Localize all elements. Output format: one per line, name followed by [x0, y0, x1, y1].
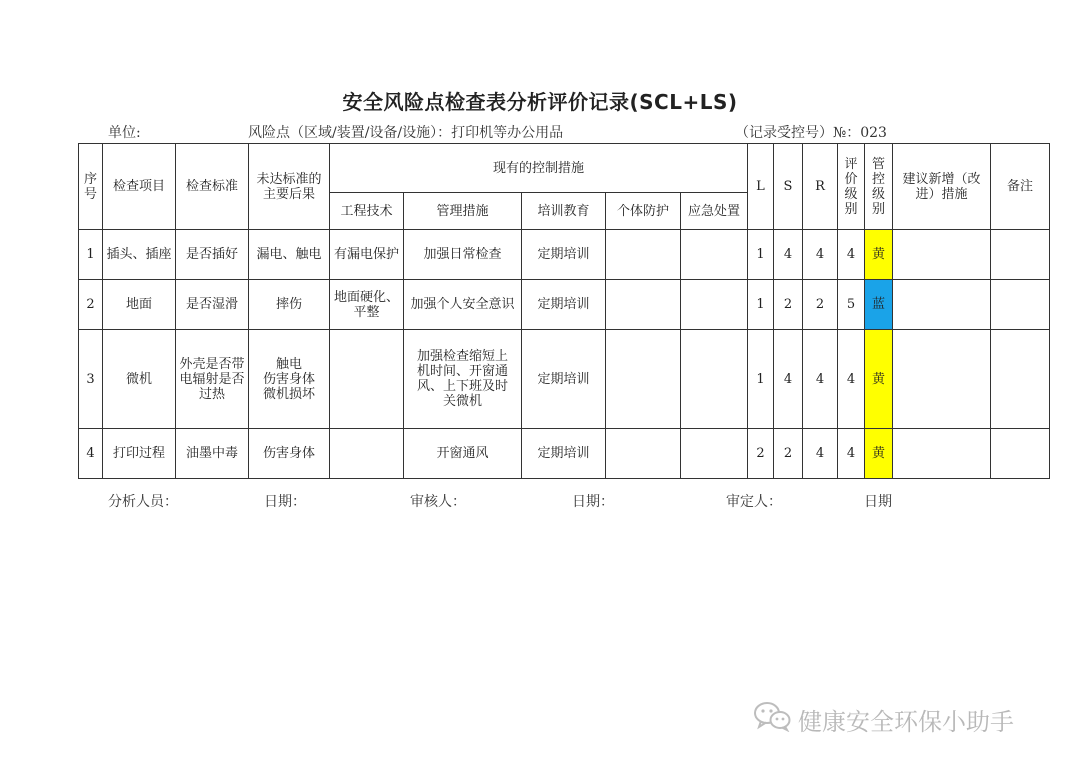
cell-consequence: 伤害身体: [249, 429, 330, 479]
cell-l: 1: [748, 230, 774, 280]
cell-control-level: 黄: [865, 230, 893, 280]
cell-l: 2: [748, 429, 774, 479]
cell-ppe: [606, 230, 681, 280]
cell-management: 加强日常检查: [404, 230, 522, 280]
date-label-1: 日期：: [264, 494, 306, 510]
table-row: [79, 230, 1050, 280]
cell-engineering: 地面硬化、平整: [330, 280, 404, 330]
cell-engineering: [330, 429, 404, 479]
header-control-level: 管控级别: [865, 144, 893, 230]
cell-standard: 是否插好: [176, 230, 249, 280]
cell-item: 插头、插座: [103, 230, 176, 280]
cell-seq: 3: [79, 330, 103, 429]
cell-control-level: 蓝: [865, 280, 893, 330]
header-emergency: 应急处置: [681, 193, 748, 230]
cell-remark: [991, 330, 1050, 429]
cell-s: 4: [774, 230, 803, 280]
risk-point-label: 风险点（区域/装置/设备/设施）：打印机等办公用品: [248, 125, 564, 141]
cell-standard: 外壳是否带电辐射是否过热: [176, 330, 249, 429]
header-r: R: [803, 144, 838, 230]
risk-assessment-table: [78, 143, 1050, 479]
cell-emergency: [681, 280, 748, 330]
record-number: （记录受控号）№：023: [735, 125, 887, 141]
cell-control-level: 黄: [865, 429, 893, 479]
header-row-1: [79, 144, 1050, 193]
header-level: 评价级别: [838, 144, 865, 230]
cell-r: 2: [803, 280, 838, 330]
cell-control-level: 黄: [865, 330, 893, 429]
cell-standard: 油墨中毒: [176, 429, 249, 479]
header-l: L: [748, 144, 774, 230]
table-row: [79, 330, 1050, 429]
unit-label: 单位:: [108, 125, 141, 141]
watermark-text: 健康安全环保小助手: [798, 707, 1014, 736]
cell-l: 1: [748, 330, 774, 429]
cell-engineering: 有漏电保护: [330, 230, 404, 280]
header-remark: 备注: [991, 144, 1050, 230]
cell-seq: 1: [79, 230, 103, 280]
date-label-2: 日期：: [572, 494, 614, 510]
cell-training: 定期培训: [522, 230, 606, 280]
cell-s: 2: [774, 280, 803, 330]
cell-management: 加强个人安全意识: [404, 280, 522, 330]
page-title: 安全风险点检查表分析评价记录(SCL+LS): [342, 90, 738, 114]
cell-r: 4: [803, 429, 838, 479]
cell-suggestion: [893, 280, 991, 330]
header-controls: 现有的控制措施: [330, 144, 748, 193]
table-row: [79, 280, 1050, 330]
analyst-label: 分析人员：: [108, 494, 178, 510]
cell-level: 4: [838, 330, 865, 429]
cell-r: 4: [803, 230, 838, 280]
approver-label: 审定人：: [726, 494, 782, 510]
cell-training: 定期培训: [522, 429, 606, 479]
cell-training: 定期培训: [522, 280, 606, 330]
header-standard: 检查标准: [176, 144, 249, 230]
header-management: 管理措施: [404, 193, 522, 230]
cell-seq: 4: [79, 429, 103, 479]
cell-level: 4: [838, 230, 865, 280]
cell-item: 地面: [103, 280, 176, 330]
cell-emergency: [681, 230, 748, 280]
cell-consequence: 漏电、触电: [249, 230, 330, 280]
cell-seq: 2: [79, 280, 103, 330]
header-ppe: 个体防护: [606, 193, 681, 230]
header-item: 检查项目: [103, 144, 176, 230]
cell-management: 加强检查缩短上机时间、开窗通风、上下班及时关微机: [404, 330, 522, 429]
cell-remark: [991, 280, 1050, 330]
header-consequence: 未达标准的主要后果: [249, 144, 330, 230]
cell-suggestion: [893, 429, 991, 479]
cell-consequence: 摔伤: [249, 280, 330, 330]
cell-l: 1: [748, 280, 774, 330]
watermark: [752, 700, 1014, 738]
cell-suggestion: [893, 230, 991, 280]
cell-management: 开窗通风: [404, 429, 522, 479]
cell-suggestion: [893, 330, 991, 429]
cell-ppe: [606, 429, 681, 479]
header-suggestion: 建议新增（改进）措施: [893, 144, 991, 230]
header-s: S: [774, 144, 803, 230]
table-row: [79, 429, 1050, 479]
cell-r: 4: [803, 330, 838, 429]
cell-training: 定期培训: [522, 330, 606, 429]
cell-s: 4: [774, 330, 803, 429]
cell-item: 微机: [103, 330, 176, 429]
cell-ppe: [606, 330, 681, 429]
reviewer-label: 审核人：: [410, 494, 466, 510]
cell-ppe: [606, 280, 681, 330]
cell-s: 2: [774, 429, 803, 479]
cell-level: 5: [838, 280, 865, 330]
cell-emergency: [681, 330, 748, 429]
cell-consequence: 触电 伤害身体 微机损坏: [249, 330, 330, 429]
cell-remark: [991, 429, 1050, 479]
cell-remark: [991, 230, 1050, 280]
wechat-icon: [752, 700, 798, 738]
cell-emergency: [681, 429, 748, 479]
header-training: 培训教育: [522, 193, 606, 230]
date-label-3: 日期: [864, 494, 892, 510]
cell-item: 打印过程: [103, 429, 176, 479]
cell-standard: 是否湿滑: [176, 280, 249, 330]
cell-engineering: [330, 330, 404, 429]
header-seq: 序号: [79, 144, 103, 230]
cell-level: 4: [838, 429, 865, 479]
header-engineering: 工程技术: [330, 193, 404, 230]
